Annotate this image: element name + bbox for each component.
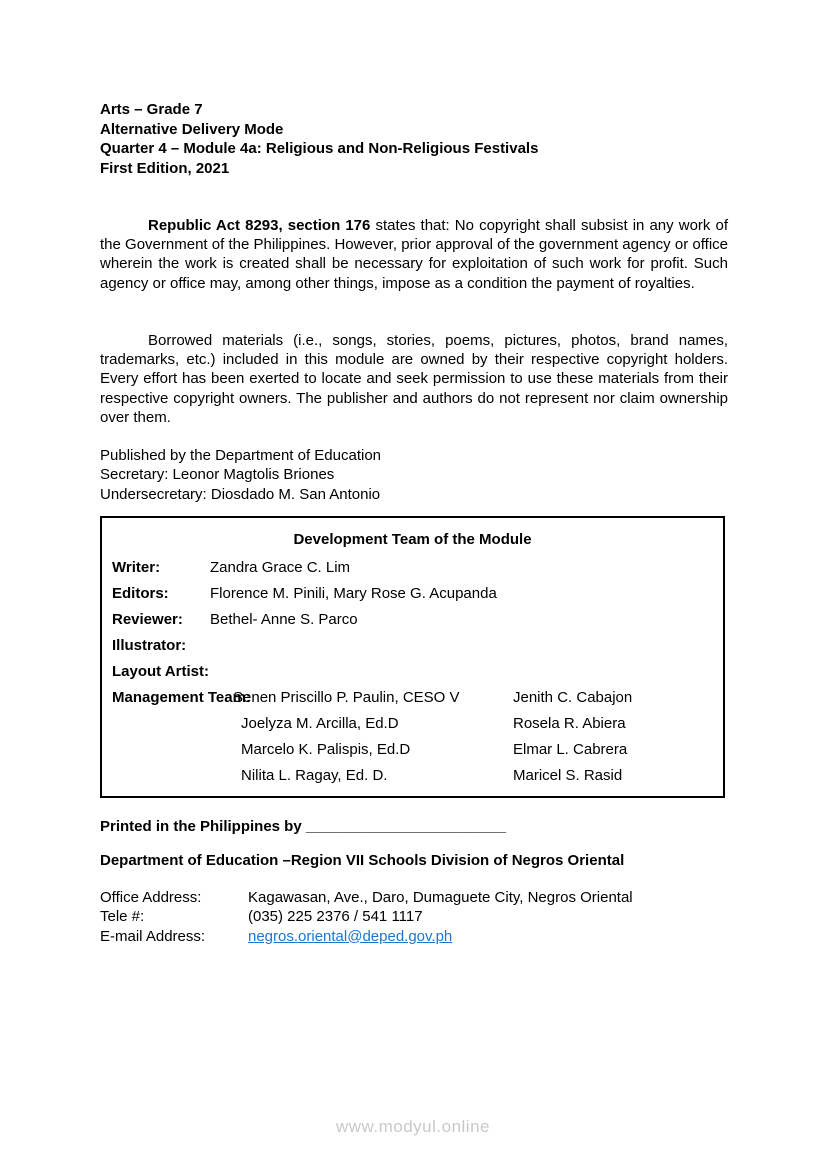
printed-in-philippines-line — [100, 818, 506, 835]
management-member: Maricel S. Rasid — [513, 767, 623, 784]
printed-by-blank-line: ________________________ — [305, 818, 507, 835]
telephone-row — [100, 907, 728, 926]
module-quarter-line: Quarter 4 – Module 4a: Religious and Non-Religious Festivals — [100, 140, 539, 157]
reviewer-value: Bethel- Anne S. Parco — [210, 611, 358, 628]
borrowed-materials-paragraph: Borrowed materials (i.e., songs, stories, poems, pictures, photos, brand names, trademarks, etc.) included in this module are owned by their respective copyright holders. Every effort has been exerted to locate and seek permission to use these materials from their respective copyright owners. The publisher and authors do not represent nor claim ownership over them. — [100, 332, 728, 426]
division-line: Department of Education –Region VII Schools Division of Negros Oriental — [100, 852, 625, 869]
editors-value: Florence M. Pinili, Mary Rose G. Acupanda — [210, 585, 497, 602]
development-team-title: Development Team of the Module — [293, 531, 532, 548]
management-member: Elmar L. Cabrera — [513, 741, 628, 758]
undersecretary-line: Undersecretary: Diosdado M. San Antonio — [100, 485, 381, 503]
management-member: Senen Priscillo P. Paulin, CESO V — [233, 689, 460, 706]
telephone-label: Tele #: — [100, 908, 145, 926]
email-row — [100, 927, 728, 946]
office-address-value: Kagawasan, Ave., Daro, Dumaguete City, Negros Oriental — [248, 889, 633, 906]
management-member: Nilita L. Ragay, Ed. D. — [241, 767, 388, 784]
writer-label: Writer: — [112, 559, 161, 576]
reviewer-label: Reviewer: — [112, 611, 183, 628]
module-header — [100, 100, 728, 178]
copyright-paragraph — [100, 216, 728, 293]
module-edition-line: First Edition, 2021 — [100, 159, 230, 177]
office-address-row — [100, 888, 728, 907]
secretary-line: Secretary: Leonor Magtolis Briones — [100, 466, 335, 484]
module-subject-line: Arts – Grade 7 — [100, 101, 203, 118]
email-link[interactable]: negros.oriental@deped.gov.ph — [248, 927, 453, 945]
contact-block — [100, 888, 728, 946]
management-team-label: Management Team: — [112, 689, 251, 706]
layout-artist-label: Layout Artist: — [112, 663, 209, 680]
republic-act-bold-text: Republic Act 8293, section 176 — [148, 217, 371, 234]
printed-by-label: Printed in the Philippines by — [100, 818, 306, 835]
writer-value: Zandra Grace C. Lim — [210, 559, 351, 576]
editors-label: Editors: — [112, 585, 169, 602]
management-member: Jenith C. Cabajon — [513, 689, 633, 706]
copyright-paragraph-text: states that: No copyright shall subsist in any work of the Government of the Philippines. However, prior approval of the government agency or office wherein the work is created shall be necessary for exploitation of such work for profit. Such agency or office may, among other things, impose as a condition the payment of royalties. — [100, 217, 728, 292]
published-by-line: Published by the Department of Education — [100, 447, 382, 464]
management-member: Marcelo K. Palispis, Ed.D — [241, 741, 411, 758]
watermark-text: www.modyul.online — [335, 1117, 490, 1136]
published-by-block — [100, 446, 728, 504]
telephone-value: (035) 225 2376 / 541 1117 — [248, 908, 423, 926]
management-member: Joelyza M. Arcilla, Ed.D — [241, 715, 399, 732]
management-member: Rosela R. Abiera — [513, 715, 626, 732]
development-team-box — [100, 516, 725, 798]
module-mode-line: Alternative Delivery Mode — [100, 120, 284, 138]
illustrator-label: Illustrator: — [112, 637, 187, 654]
email-label: E-mail Address: — [100, 927, 206, 945]
office-address-label: Office Address: — [100, 889, 202, 906]
